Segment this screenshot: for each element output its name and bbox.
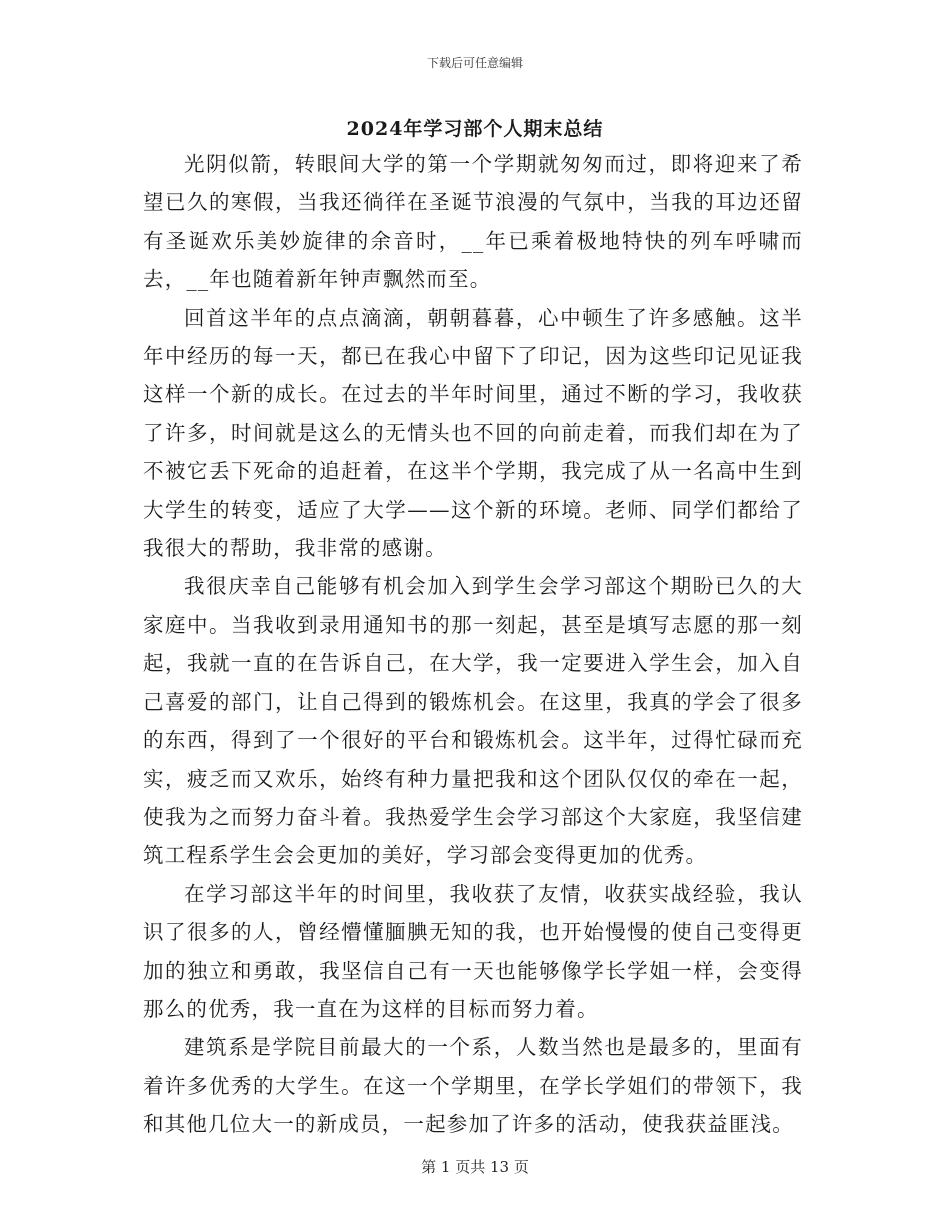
paragraph-4: 在学习部这半年的时间里，我收获了友情，收获实战经验，我认识了很多的人，曾经懵懂腼腆无知的我，也开始慢慢的使自己变得更加的独立和勇敢，我坚信自己有一天也能够像学长学姐一样，会变得那么的优秀，我一直在为这样的目标而努力着。 [143,881,803,1021]
header-note: 下载后可任意编辑 [426,56,523,70]
paragraph-3: 我很庆幸自己能够有机会加入到学生会学习部这个期盼已久的大家庭中。当我收到录用通知书的那一刻起，甚至是填写志愿的那一刻起，我就一直的在告诉自己，在大学，我一定要进入学生会，加入自己喜爱的部门，让自己得到的锻炼机会。在这里，我真的学会了很多的东西，得到了一个很好的平台和锻炼机会。这半年，过得忙碌而充实，疲乏而又欢乐，始终有种力量把我和这个团队仅仅的牵在一起，使我为之而努力奋斗着。我热爱学生会学习部这个大家庭，我坚信建筑工程系学生会会更加的美好，学习部会变得更加的优秀。 [143,574,803,868]
paragraph-1: 光阴似箭，转眼间大学的第一个学期就匆匆而过，即将迎来了希望已久的寒假，当我还徜徉在圣诞节浪漫的气氛中，当我的耳边还留有圣诞欢乐美妙旋律的余音时，__年已乘着极地特快的列车呼啸而去，__年也随着新年钟声飘然而至。 [143,152,803,292]
paragraph-5: 建筑系是学院目前最大的一个系，人数当然也是最多的，里面有着许多优秀的大学生。在这一个学期里，在学长学姐们的带领下，我和其他几位大一的新成员，一起参加了许多的活动，使我获益匪浅。 [143,1035,803,1137]
document-body [143,145,803,1144]
paragraph-2: 回首这半年的点点滴滴，朝朝暮暮，心中顿生了许多感触。这半年中经历的每一天，都已在我心中留下了印记，因为这些印记见证我这样一个新的成长。在过去的半年时间里，通过不断的学习，我收获了许多，时间就是这么的无情头也不回的向前走着，而我们却在为了不被它丢下死命的追赶着，在这半个学期，我完成了从一名高中生到大学生的转变，适应了大学——这个新的环境。老师、同学们都给了我很大的帮助，我非常的感谢。 [143,305,803,561]
page-number-footer: 第 1 页共 13 页 [421,1158,529,1176]
document-title: 2024年学习部个人期末总结 [346,118,604,140]
